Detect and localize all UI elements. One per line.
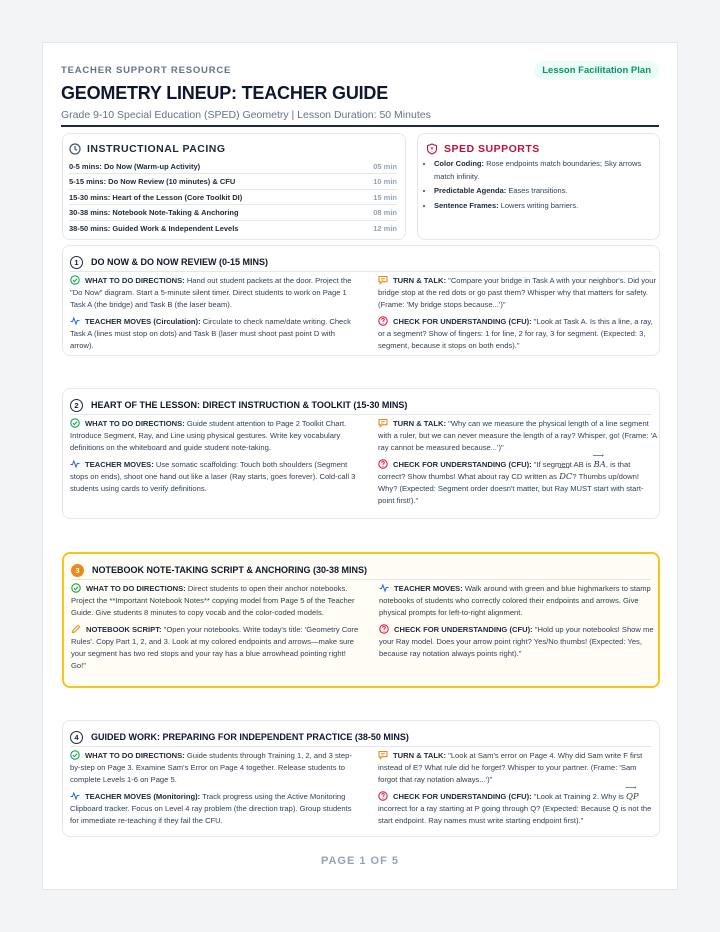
guide-item [71, 624, 359, 673]
shield-icon [426, 143, 438, 155]
pacing-row-label: 5-15 mins: Do Now Review (10 minutes) & CFU [69, 177, 236, 187]
item-text: "Look at Training 2. Why is [531, 791, 626, 801]
lesson-section [62, 245, 660, 356]
section-title: HEART OF THE LESSON: DIRECT INSTRUCTION & TOOLKIT (15-30 MINS) [91, 400, 408, 410]
page-subtitle: Grade 9-10 Special Education (SPED) Geometry | Lesson Duration: 50 Minutes [61, 109, 431, 121]
section-divider [71, 579, 651, 580]
item-label: CHECK FOR UNDERSTANDING (CFU): [394, 624, 533, 634]
page-number: PAGE 1 OF 5 [320, 855, 400, 867]
page-title: GEOMETRY LINEUP: TEACHER GUIDE [61, 83, 389, 103]
chat-icon [378, 418, 388, 428]
clock-icon [69, 143, 81, 155]
plan-badge: Lesson Facilitation Plan [534, 61, 659, 80]
guide-item [379, 583, 659, 620]
section-heading [70, 254, 652, 270]
sped-item [434, 185, 656, 198]
pacing-row-label: 38-50 mins: Guided Work & Independent Levels [69, 224, 239, 234]
question-icon [378, 316, 388, 326]
sped-item [434, 200, 656, 213]
lesson-section [62, 720, 660, 837]
item-text: Use somatic scaffolding: Touch both shoulders (Segment stops on ends), shoot one hand out like a laser (Ray starts, goes forever). Cold-call 3 students using cards to verify definitions. [70, 459, 356, 494]
section-title: GUIDED WORK: PREPARING FOR INDEPENDENT PRACTICE (38-50 MINS) [91, 732, 409, 742]
item-text: "Open your notebooks. Write today's title: 'Geometry Core Rules'. Copy Part 1, 2, and 3. Look at my colored endpoints and arrows—make sure your segment has two red stops and your ray has a blue arrowhead pointing right! Go!" [71, 624, 359, 671]
section-heading [70, 397, 652, 413]
question-icon [378, 459, 388, 469]
pacing-row-time: 12 min [373, 224, 397, 234]
section-column-right [378, 418, 658, 511]
section-number: 2 [70, 399, 83, 412]
section-column-left [70, 275, 358, 356]
sped-item-text: Lowers writing barriers. [498, 200, 579, 210]
sped-list [434, 158, 656, 214]
section-title: DO NOW & DO NOW REVIEW (0-15 MINS) [91, 257, 269, 267]
check-circle-icon [71, 583, 81, 593]
guide-item [378, 459, 658, 508]
section-divider [70, 414, 652, 415]
item-label: WHAT TO DO DIRECTIONS: [85, 751, 185, 760]
guide-item [70, 750, 358, 787]
document-page [42, 42, 678, 890]
section-divider [70, 746, 652, 747]
guide-item [70, 791, 358, 828]
sped-heading [426, 143, 540, 155]
item-label: TURN & TALK: [393, 419, 447, 428]
pacing-row-label: 15-30 mins: Heart of the Lesson (Core Toolkit DI) [69, 192, 243, 202]
item-label: TEACHER MOVES (Circulation): [85, 316, 201, 326]
item-text: "If segment AB is [531, 459, 594, 469]
item-text: "Look at Sam's error on Page 4. Why did Sam write F first instead of E? What rule did he forget? Whisper to your partner. (Frame: 'Sam forgot that ray notation always...')" [378, 751, 643, 785]
section-heading [71, 562, 651, 578]
resource-label: TEACHER SUPPORT RESOURCE [61, 65, 232, 76]
item-label: TEACHER MOVES: [394, 584, 463, 593]
section-divider [70, 271, 652, 272]
pulse-icon [70, 316, 80, 326]
chat-icon [378, 750, 388, 760]
item-text: "Hold up your notebooks! Show me your Ray model. Does your arrow point right? Yes/No thumbs! (Expected: Yes, because ray notation always points right)." [379, 624, 654, 659]
pacing-row [69, 175, 397, 190]
guide-item [71, 583, 359, 620]
question-icon [379, 624, 389, 634]
guide-item [378, 275, 658, 312]
lesson-section [62, 552, 660, 688]
section-heading [70, 729, 652, 745]
guide-item [378, 750, 658, 787]
item-text: "Look at Task A. Is this a line, a ray, or a segment? Show of fingers: 1 for line, 2 for ray, 3 for segment. (Expected: 3, segment, because it stops on both ends)." [378, 316, 653, 351]
section-column-left [71, 583, 359, 676]
guide-item [378, 316, 658, 353]
sped-heading-text: SPED SUPPORTS [444, 143, 540, 155]
item-label: TEACHER MOVES (Monitoring): [85, 791, 201, 801]
item-text: Guide students through Training 1, 2, and 3 step-by-step on Page 3. Examine Sam's Error on Page 4 together. Release students to complete Levels 1-6 on Page 5. [70, 751, 352, 785]
item-text: "Why can we measure the physical length of a line segment with a ruler, but we can never measure the length of a ray? Whisper, go! (Frame: 'A ray cannot be measured because...')" [378, 419, 657, 453]
guide-item [379, 624, 659, 661]
sped-item-label: Predictable Agenda: [434, 186, 507, 195]
sped-item-text: Eases transitions. [506, 186, 568, 195]
item-text: Direct students to open their anchor notebooks. Project the **Important Notebook Notes** copying model from Page 5 of the Teacher Guide. Give students 8 minutes to copy vocab and the color-coded models. [71, 584, 355, 618]
sped-item-label: Sentence Frames: [434, 200, 499, 210]
pacing-heading-text: INSTRUCTIONAL PACING [87, 143, 226, 155]
pacing-row-label: 0-5 mins: Do Now (Warm-up Activity) [69, 161, 201, 171]
check-circle-icon [70, 275, 80, 285]
notation-vector: ⟶ QP [626, 791, 639, 803]
pacing-heading [69, 143, 226, 155]
sped-item-label: Color Coding: [434, 159, 484, 168]
item-text: , is that correct? Show thumbs! What about ray CD written as [378, 459, 631, 481]
chat-icon [378, 275, 388, 285]
pacing-row [69, 206, 397, 221]
item-text: "Compare your bridge in Task A with your neighbor's. Did your bridge stop at the red dots or go past them? Whisper why that matters for safety. (Frame: 'My bridge stops because...')" [378, 276, 656, 310]
sped-card [417, 133, 660, 240]
notation-vector: ⟶ BA [593, 459, 605, 471]
pencil-icon [71, 624, 81, 634]
pacing-row-time: 15 min [373, 192, 397, 202]
check-circle-icon [70, 418, 80, 428]
pacing-row [69, 221, 397, 236]
pacing-card [62, 133, 406, 240]
item-label: TURN & TALK: [393, 751, 447, 760]
section-column-right [378, 750, 658, 831]
section-column-left [70, 418, 358, 499]
item-label: TURN & TALK: [393, 276, 447, 285]
pacing-row [69, 159, 397, 174]
sped-item-text: Rose endpoints match boundaries; Sky arrows match infinity. [434, 159, 642, 181]
guide-item [70, 316, 358, 353]
section-number: 4 [70, 731, 83, 744]
section-number: 1 [70, 256, 83, 269]
item-text: Walk around with green and blue highmarkers to stamp notebooks of students who correctly colored their endpoints and arrows. Give physical prompts for left-to-right alignment. [379, 584, 651, 618]
pulse-icon [70, 459, 80, 469]
item-label: WHAT TO DO DIRECTIONS: [86, 584, 186, 593]
section-number: 3 [71, 564, 84, 577]
section-column-right [379, 583, 659, 664]
lesson-section [62, 388, 660, 519]
item-text: Guide student attention to Page 2 Toolkit Chart. Introduce Segment, Ray, and Line using physical gestures. Write key vocabulary definitions on the whiteboard and guide student note-taking. [70, 419, 347, 453]
question-icon [378, 791, 388, 801]
item-text: incorrect for a ray starting at P going through Q? (Expected: Because Q is not the start endpoint. Ray names must write starting endpoint first)." [378, 803, 652, 826]
pacing-row-time: 10 min [373, 177, 397, 187]
section-column-left [70, 750, 358, 831]
guide-item [378, 791, 658, 828]
item-label: CHECK FOR UNDERSTANDING (CFU): [393, 316, 532, 326]
guide-item [70, 418, 358, 455]
item-text: Circulate to check name/date writing. Check Task A (lines must stop on dots) and Task B (laser must shoot past point D with arrow). [70, 316, 351, 351]
guide-item [378, 418, 658, 455]
pacing-row-time: 05 min [373, 161, 397, 171]
item-label: TEACHER MOVES: [85, 459, 154, 469]
item-label: WHAT TO DO DIRECTIONS: [85, 419, 185, 428]
item-text: ? Thumbs up/down! Why? (Expected: Segment order doesn't matter, but Ray MUST start with start-point first!)." [378, 471, 644, 506]
item-label: CHECK FOR UNDERSTANDING (CFU): [393, 459, 532, 469]
item-text: Hand out student packets at the door. Project the "Do Now" diagram. Start a 5-minute silent timer. Direct students to work on Page 1 Task A (the bridge) and Task B (the laser beam). [70, 276, 352, 310]
header-rule [61, 125, 659, 127]
guide-item [70, 459, 358, 496]
pacing-row-time: 08 min [373, 208, 397, 218]
section-column-right [378, 275, 658, 356]
pacing-row-label: 30-38 mins: Notebook Note-Taking & Anchoring [69, 208, 239, 218]
item-label: NOTEBOOK SCRIPT: [86, 624, 162, 634]
item-text: Track progress using the Active Monitoring Clipboard tracker. Focus on Level 4 ray problem (the direction trap). Group students for immediate re-teaching if they fail the CFU. [70, 791, 352, 826]
notation-vector: ⟶ DC [559, 471, 572, 483]
item-label: WHAT TO DO DIRECTIONS: [85, 276, 185, 285]
guide-item [70, 275, 358, 312]
section-title: NOTEBOOK NOTE-TAKING SCRIPT & ANCHORING (30-38 MINS) [92, 565, 368, 575]
check-circle-icon [70, 750, 80, 760]
pulse-icon [379, 583, 389, 593]
pulse-icon [70, 791, 80, 801]
item-label: CHECK FOR UNDERSTANDING (CFU): [393, 791, 532, 801]
pacing-row [69, 190, 397, 205]
sped-item [434, 158, 656, 183]
